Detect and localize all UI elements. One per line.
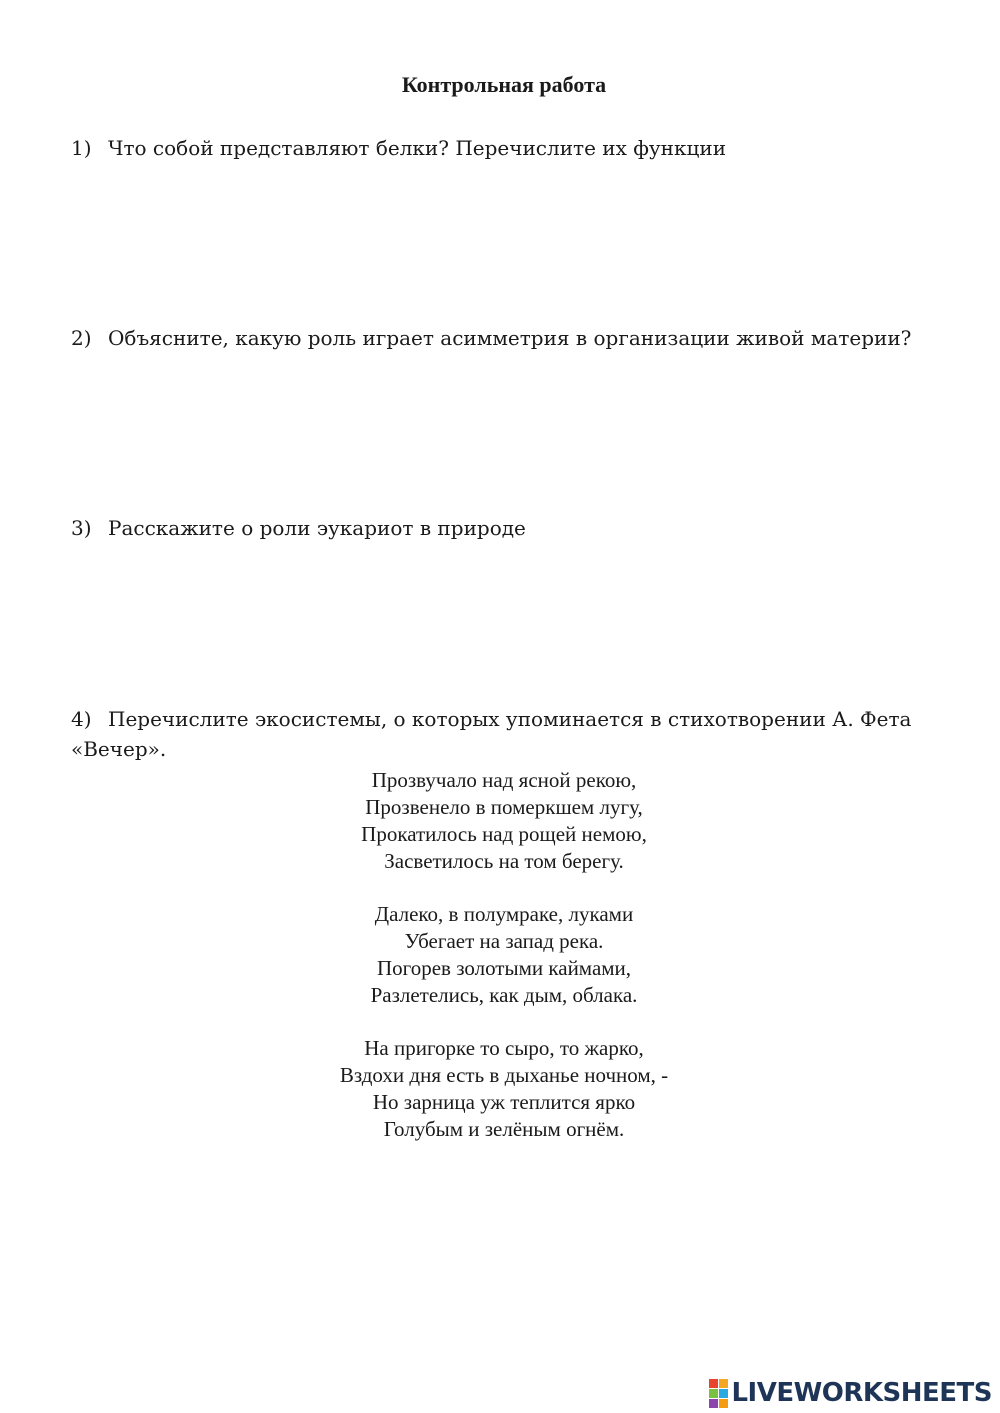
question-4: [71, 704, 921, 764]
poem-stanza-3: [0, 1035, 1000, 1143]
poem-line: Прозвенело в померкшем лугу,: [365, 795, 643, 819]
poem-line: Убегает на запад река.: [404, 929, 604, 953]
poem-line: Но зарница уж теплится ярко: [372, 1090, 636, 1114]
question-number: 3): [71, 516, 92, 540]
question-number: 1): [71, 136, 92, 160]
logo-tile: [719, 1379, 728, 1388]
logo-tile: [709, 1399, 718, 1408]
question-number: 2): [71, 326, 92, 350]
poem-line: Засветилось на том берегу.: [384, 849, 624, 873]
logo-text: LIVEWORKSHEETS: [731, 1378, 992, 1408]
poem-line: Разлетелись, как дым, облака.: [370, 983, 638, 1007]
liveworksheets-logo[interactable]: [709, 1377, 992, 1409]
question-3: [71, 513, 921, 543]
question-2: [71, 323, 921, 353]
question-text: Объясните, какую роль играет асимметрия в организации живой материи?: [108, 326, 912, 350]
question-number: 4): [71, 707, 92, 731]
poem-stanza-1: [0, 767, 1000, 875]
poem-line: Голубым и зелёным огнём.: [383, 1117, 625, 1141]
poem-line: Прозвучало над ясной рекою,: [371, 768, 637, 792]
question-text: Что собой представляют белки? Перечислите их функции: [108, 136, 727, 160]
poem-line: Прокатилось над рощей немою,: [361, 822, 647, 846]
page-title: Контрольная работа: [401, 72, 607, 97]
poem-stanza-2: [0, 901, 1000, 1009]
question-1: [71, 133, 921, 163]
poem: [0, 767, 1000, 1169]
logo-tile: [709, 1389, 718, 1398]
logo-tile: [709, 1379, 718, 1388]
question-text: Перечислите экосистемы, о которых упоминается в стихотворении А. Фета «Вечер».: [71, 707, 912, 761]
poem-line: Погорев золотыми каймами,: [376, 956, 632, 980]
poem-line: Вздохи дня есть в дыханье ночном, -: [339, 1063, 669, 1087]
logo-tile: [719, 1389, 728, 1398]
poem-line: На пригорке то сыро, то жарко,: [364, 1036, 644, 1060]
question-text: Расскажите о роли эукариот в природе: [108, 516, 526, 540]
liveworksheets-logo-icon: [709, 1379, 728, 1408]
poem-line: Далеко, в полумраке, луками: [374, 902, 634, 926]
logo-tile: [719, 1399, 728, 1408]
